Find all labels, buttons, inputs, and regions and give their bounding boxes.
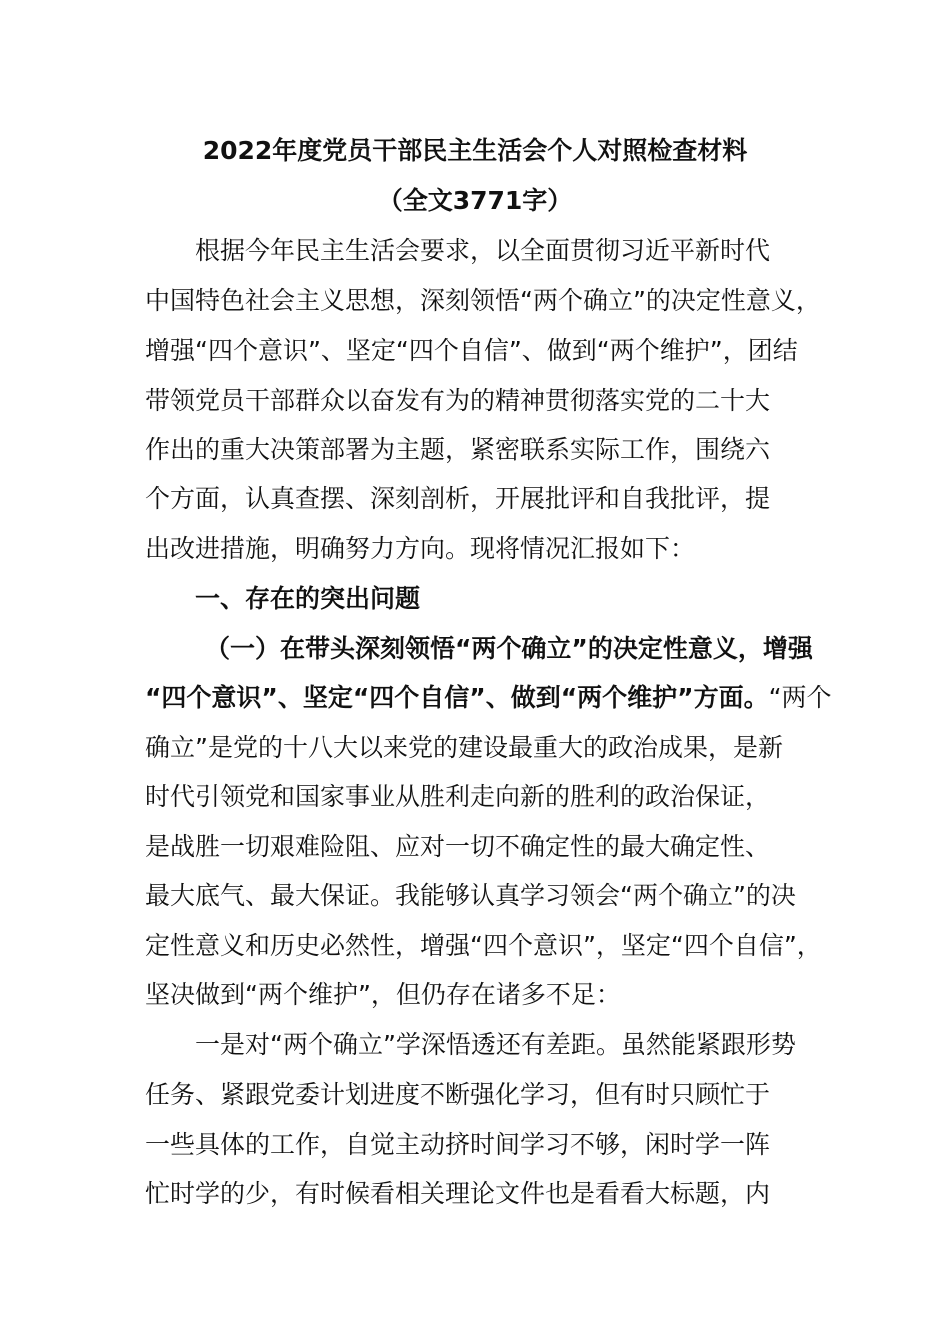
body-line: 定性意义和历史必然性，增强“四个意识”，坚定“四个自信”， [145, 931, 822, 960]
body-line: 坚决做到“两个维护”，但仍存在诸多不足： [145, 980, 621, 1009]
body-line: 最大底气、最大保证。我能够认真学习领会“两个确立”的决 [145, 881, 796, 910]
subsection-heading-line2 [145, 681, 845, 715]
point-line: 一些具体的工作，自觉主动挤时间学习不够，闲时学一阵 [145, 1130, 771, 1159]
point-line: 忙时学的少，有时候看相关理论文件也是看看大标题，内 [145, 1179, 771, 1208]
intro-line: 增强“四个意识”、坚定“四个自信”、做到“两个维护”，团结 [145, 336, 798, 365]
body-line: 是战胜一切艰难险阻、应对一切不确定性的最大确定性、 [145, 832, 771, 861]
point-line: 一是对“两个确立”学深悟透还有差距。虽然能紧跟形势 [195, 1030, 796, 1059]
intro-line: 带领党员干部群众以奋发有为的精神贯彻落实党的二十大 [145, 386, 771, 415]
body-line: 确立”是党的十八大以来党的建设最重大的政治成果，是新 [145, 733, 783, 762]
intro-line: 个方面，认真查摆、深刻剖析，开展批评和自我批评，提 [145, 484, 771, 513]
subsection-body-start: “两个 [768, 683, 832, 712]
document-subtitle: （全文3771字） [377, 186, 573, 215]
intro-line: 中国特色社会主义思想，深刻领悟“两个确立”的决定性意义， [145, 286, 821, 315]
subsection-heading-bold: “四个意识”、坚定“四个自信”、做到“两个维护”方面。 [145, 683, 769, 712]
intro-line: 根据今年民主生活会要求，以全面贯彻习近平新时代 [195, 236, 771, 265]
point-line: 任务、紧跟党委计划进度不断强化学习，但有时只顾忙于 [145, 1080, 771, 1109]
subsection-heading: （一）在带头深刻领悟“两个确立”的决定性意义，增强 [205, 634, 813, 663]
intro-line: 出改进措施，明确努力方向。现将情况汇报如下： [145, 534, 696, 563]
section-heading: 一、存在的突出问题 [195, 584, 421, 613]
body-line: 时代引领党和国家事业从胜利走向新的胜利的政治保证， [145, 782, 771, 811]
document-title: 2022年度党员干部民主生活会个人对照检查材料 [202, 136, 748, 165]
intro-line: 作出的重大决策部署为主题，紧密联系实际工作，围绕六 [145, 435, 771, 464]
